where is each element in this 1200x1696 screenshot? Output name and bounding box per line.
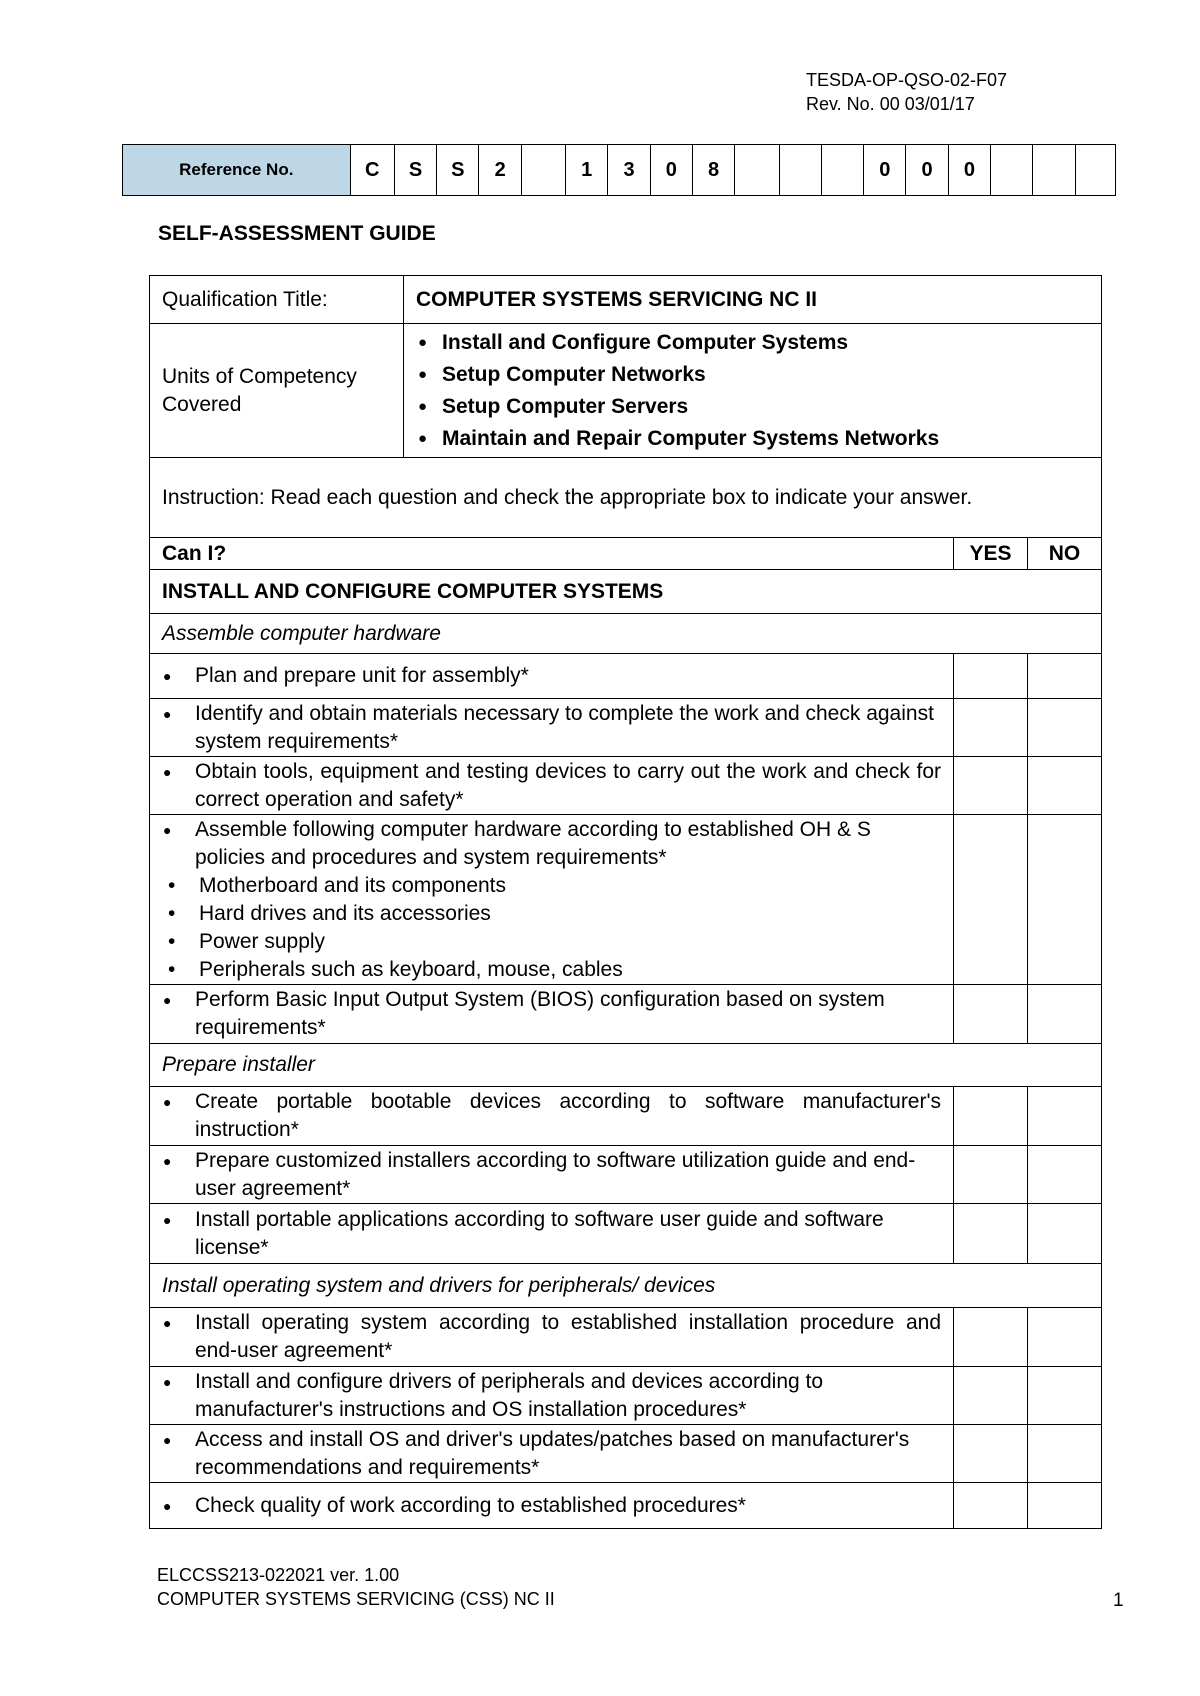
yes-checkbox[interactable] xyxy=(954,1204,1028,1264)
question-row xyxy=(150,1425,1102,1483)
reference-cell: 0 xyxy=(650,145,692,196)
question-text: ● Plan and prepare unit for assembly* xyxy=(162,662,941,690)
group-heading: Prepare installer xyxy=(150,1044,1102,1087)
yes-checkbox[interactable] xyxy=(954,1087,1028,1146)
no-checkbox[interactable] xyxy=(1028,1146,1102,1204)
unit-item: ● Setup Computer Networks xyxy=(416,359,1089,391)
group-heading: Install operating system and drivers for peripherals/ devices xyxy=(150,1264,1102,1308)
no-checkbox[interactable] xyxy=(1028,1087,1102,1146)
question-text: ● Assemble following computer hardware according to established OH & S policies and procedures and system requirements* xyxy=(162,816,941,872)
yes-checkbox[interactable] xyxy=(954,1483,1028,1529)
question-row xyxy=(150,1146,1102,1204)
footer-qualification: COMPUTER SYSTEMS SERVICING (CSS) NC II xyxy=(157,1589,555,1609)
no-checkbox[interactable] xyxy=(1028,1308,1102,1367)
reference-cell: 3 xyxy=(608,145,650,196)
question-text: ● Install portable applications according to software user guide and software license* xyxy=(162,1206,941,1262)
reference-number-table xyxy=(122,144,1116,196)
sub-item: • Hard drives and its accessories xyxy=(162,900,941,928)
no-checkbox[interactable] xyxy=(1028,815,1102,985)
no-checkbox[interactable] xyxy=(1028,654,1102,699)
reference-cell: C xyxy=(350,145,394,196)
no-checkbox[interactable] xyxy=(1028,699,1102,757)
question-row xyxy=(150,1308,1102,1367)
sub-item: • Peripherals such as keyboard, mouse, cables xyxy=(162,956,941,984)
question-row xyxy=(150,1087,1102,1146)
yes-checkbox[interactable] xyxy=(954,757,1028,815)
yes-checkbox[interactable] xyxy=(954,815,1028,985)
question-column-header: Can I? xyxy=(150,538,954,570)
no-checkbox[interactable] xyxy=(1028,757,1102,815)
question-row xyxy=(150,1483,1102,1529)
reference-cell: 0 xyxy=(906,145,948,196)
reference-cell: 0 xyxy=(864,145,906,196)
page-number: 1 xyxy=(1113,1590,1124,1611)
reference-cell: 8 xyxy=(692,145,734,196)
reference-cell: 0 xyxy=(948,145,990,196)
yes-checkbox[interactable] xyxy=(954,1308,1028,1367)
question-row xyxy=(150,1204,1102,1264)
question-text: ● Identify and obtain materials necessary to complete the work and check against system requirements* xyxy=(162,700,941,756)
reference-cell: 2 xyxy=(479,145,521,196)
page-footer xyxy=(157,1563,555,1611)
question-row xyxy=(150,985,1102,1044)
yes-checkbox[interactable] xyxy=(954,699,1028,757)
qualification-label: Qualification Title: xyxy=(150,276,404,324)
units-label: Units of Competency Covered xyxy=(150,324,404,458)
question-text: ● Check quality of work according to established procedures* xyxy=(162,1492,941,1520)
reference-cell xyxy=(735,145,779,196)
question-row xyxy=(150,699,1102,757)
form-header xyxy=(806,68,1007,116)
question-row xyxy=(150,1367,1102,1425)
section-heading: INSTALL AND CONFIGURE COMPUTER SYSTEMS xyxy=(150,570,1102,614)
reference-cell xyxy=(821,145,863,196)
yes-column-header: YES xyxy=(954,538,1028,570)
reference-cell xyxy=(1033,145,1075,196)
form-code: TESDA-OP-QSO-02-F07 xyxy=(806,70,1008,90)
no-checkbox[interactable] xyxy=(1028,1204,1102,1264)
question-text: ● Access and install OS and driver's updates/patches based on manufacturer's recommendations and requirements* xyxy=(162,1426,941,1482)
qualification-value: COMPUTER SYSTEMS SERVICING NC II xyxy=(404,276,1102,324)
sub-item: • Motherboard and its components xyxy=(162,872,941,900)
reference-label: Reference No. xyxy=(123,145,351,196)
question-row xyxy=(150,815,1102,985)
hardware-sub-list xyxy=(162,872,941,984)
question-text: ● Obtain tools, equipment and testing devices to carry out the work and check for correct operation and safety* xyxy=(162,758,941,814)
no-checkbox[interactable] xyxy=(1028,1367,1102,1425)
no-column-header: NO xyxy=(1028,538,1102,570)
self-assessment-table xyxy=(149,275,1102,1529)
reference-cell xyxy=(991,145,1033,196)
no-checkbox[interactable] xyxy=(1028,1483,1102,1529)
question-row xyxy=(150,757,1102,815)
group-heading: Assemble computer hardware xyxy=(150,614,1102,654)
unit-item: ● Install and Configure Computer Systems xyxy=(416,327,1089,359)
instruction-text: Instruction: Read each question and check the appropriate box to indicate your answer. xyxy=(150,458,1102,538)
reference-cell: S xyxy=(437,145,479,196)
question-row xyxy=(150,654,1102,699)
no-checkbox[interactable] xyxy=(1028,1425,1102,1483)
reference-cell xyxy=(1075,145,1115,196)
reference-cell: S xyxy=(394,145,436,196)
question-text: ● Create portable bootable devices according to software manufacturer's instruction* xyxy=(162,1088,941,1144)
footer-code: ELCCSS213-022021 ver. 1.00 xyxy=(157,1565,400,1585)
yes-checkbox[interactable] xyxy=(954,654,1028,699)
question-text: ● Prepare customized installers according to software utilization guide and end-user agreement* xyxy=(162,1147,941,1203)
yes-checkbox[interactable] xyxy=(954,1146,1028,1204)
unit-item: ● Setup Computer Servers xyxy=(416,391,1089,423)
sub-item: • Power supply xyxy=(162,928,941,956)
question-text: ● Install and configure drivers of peripherals and devices according to manufacturer's instructions and OS installation procedures* xyxy=(162,1368,941,1424)
question-text: ● Perform Basic Input Output System (BIOS) configuration based on system requirements* xyxy=(162,986,941,1042)
no-checkbox[interactable] xyxy=(1028,985,1102,1044)
question-text: ● Install operating system according to established installation procedure and end-user agreement* xyxy=(162,1309,941,1365)
units-list xyxy=(416,327,1089,455)
revision-number: Rev. No. 00 03/01/17 xyxy=(806,94,975,114)
yes-checkbox[interactable] xyxy=(954,1367,1028,1425)
yes-checkbox[interactable] xyxy=(954,985,1028,1044)
reference-cell xyxy=(521,145,565,196)
unit-item: ● Maintain and Repair Computer Systems Networks xyxy=(416,423,1089,455)
yes-checkbox[interactable] xyxy=(954,1425,1028,1483)
document-title: SELF-ASSESSMENT GUIDE xyxy=(158,222,436,245)
reference-cell: 1 xyxy=(566,145,608,196)
reference-cell xyxy=(779,145,821,196)
